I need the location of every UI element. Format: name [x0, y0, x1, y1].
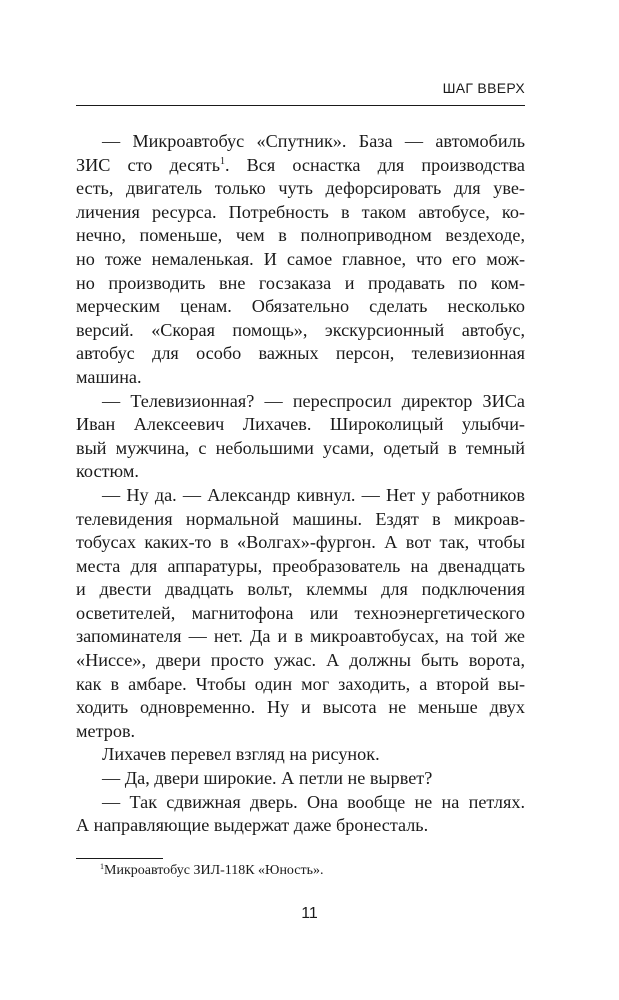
text-line: — Ну да. — Александр кивнул. — Нет у работников: [102, 484, 525, 505]
footnote-marker: 1: [100, 862, 104, 871]
footnote-reference: 1: [219, 155, 225, 167]
text-line: как в амбаре. Чтобы один мог заходить, а второй вы-: [76, 673, 525, 694]
footnote-rule: [76, 858, 163, 859]
text-line: запоминателя — нет. Да и в микроавтобусах, на той же: [76, 626, 525, 647]
running-head: ШАГ ВВЕРХ: [442, 80, 525, 96]
text-line: телевидения нормальной машины. Ездят в микроав-: [76, 508, 525, 529]
footnote: [100, 862, 324, 881]
text-line: вый мужчина, с небольшими усами, одетый в темный: [76, 437, 525, 458]
page-number: 11: [301, 905, 318, 922]
text-line: Иван Алексеевич Лихачев. Широколицый улыбчи-: [76, 414, 525, 435]
text-line: — Микроавтобус «Спутник». База — автомобиль: [102, 131, 525, 151]
text-line: места для аппаратуры, преобразователь на двенадцать: [76, 555, 525, 576]
text-line: но тоже немаленькая. И самое главное, что его мож-: [76, 248, 525, 269]
text-line: тобусах каких-то в «Волгах»-фургон. А вот так, чтобы: [76, 532, 525, 553]
text-line: есть, двигатель только чуть дефорсировать для уве-: [76, 178, 525, 199]
header-rule: [76, 105, 525, 106]
text-line: — Да, двери широкие. А петли не вырвет?: [102, 768, 433, 789]
text-line: осветителей, магнитофона или техноэнергетического: [76, 602, 525, 623]
text-line: костюм.: [76, 461, 139, 482]
text-line: метров.: [76, 720, 136, 741]
body-text: [76, 130, 525, 838]
text-line: автобус для особо важных персон, телевизионная: [76, 343, 525, 364]
text-line: нечно, поменьше, чем в полноприводном вездеходе,: [76, 225, 525, 246]
text-line: ходить одновременно. Ну и высота не меньше двух: [76, 697, 525, 718]
text-line: — Так сдвижная дверь. Она вообще не на петлях.: [102, 791, 525, 812]
text-line: Лихачев перевел взгляд на рисунок.: [102, 744, 380, 765]
text-line: А направляющие выдержат даже бронесталь.: [76, 815, 429, 836]
text-line: личения ресурса. Потребность в таком автобусе, ко-: [76, 201, 525, 222]
text-line: — Телевизионная? — переспросил директор ЗИСа: [102, 390, 525, 411]
text-line: и двести двадцать вольт, клеммы для подключения: [76, 579, 525, 600]
text-line: машина.: [76, 366, 142, 387]
text-line: «Ниссе», двери просто ужас. А должны быть ворота,: [76, 650, 525, 671]
text-line: версий. «Скорая помощь», экскурсионный автобус,: [76, 319, 525, 340]
text-line: мерческим ценам. Обязательно сделать несколько: [76, 296, 525, 317]
text-line: ЗИС сто десять$^1$. Вся оснастка для производства: [76, 154, 525, 175]
text-line: но производить вне госзаказа и продавать по ком-: [76, 272, 525, 293]
footnote-text: Микроавтобус ЗИЛ-118К «Юность».: [104, 863, 324, 878]
